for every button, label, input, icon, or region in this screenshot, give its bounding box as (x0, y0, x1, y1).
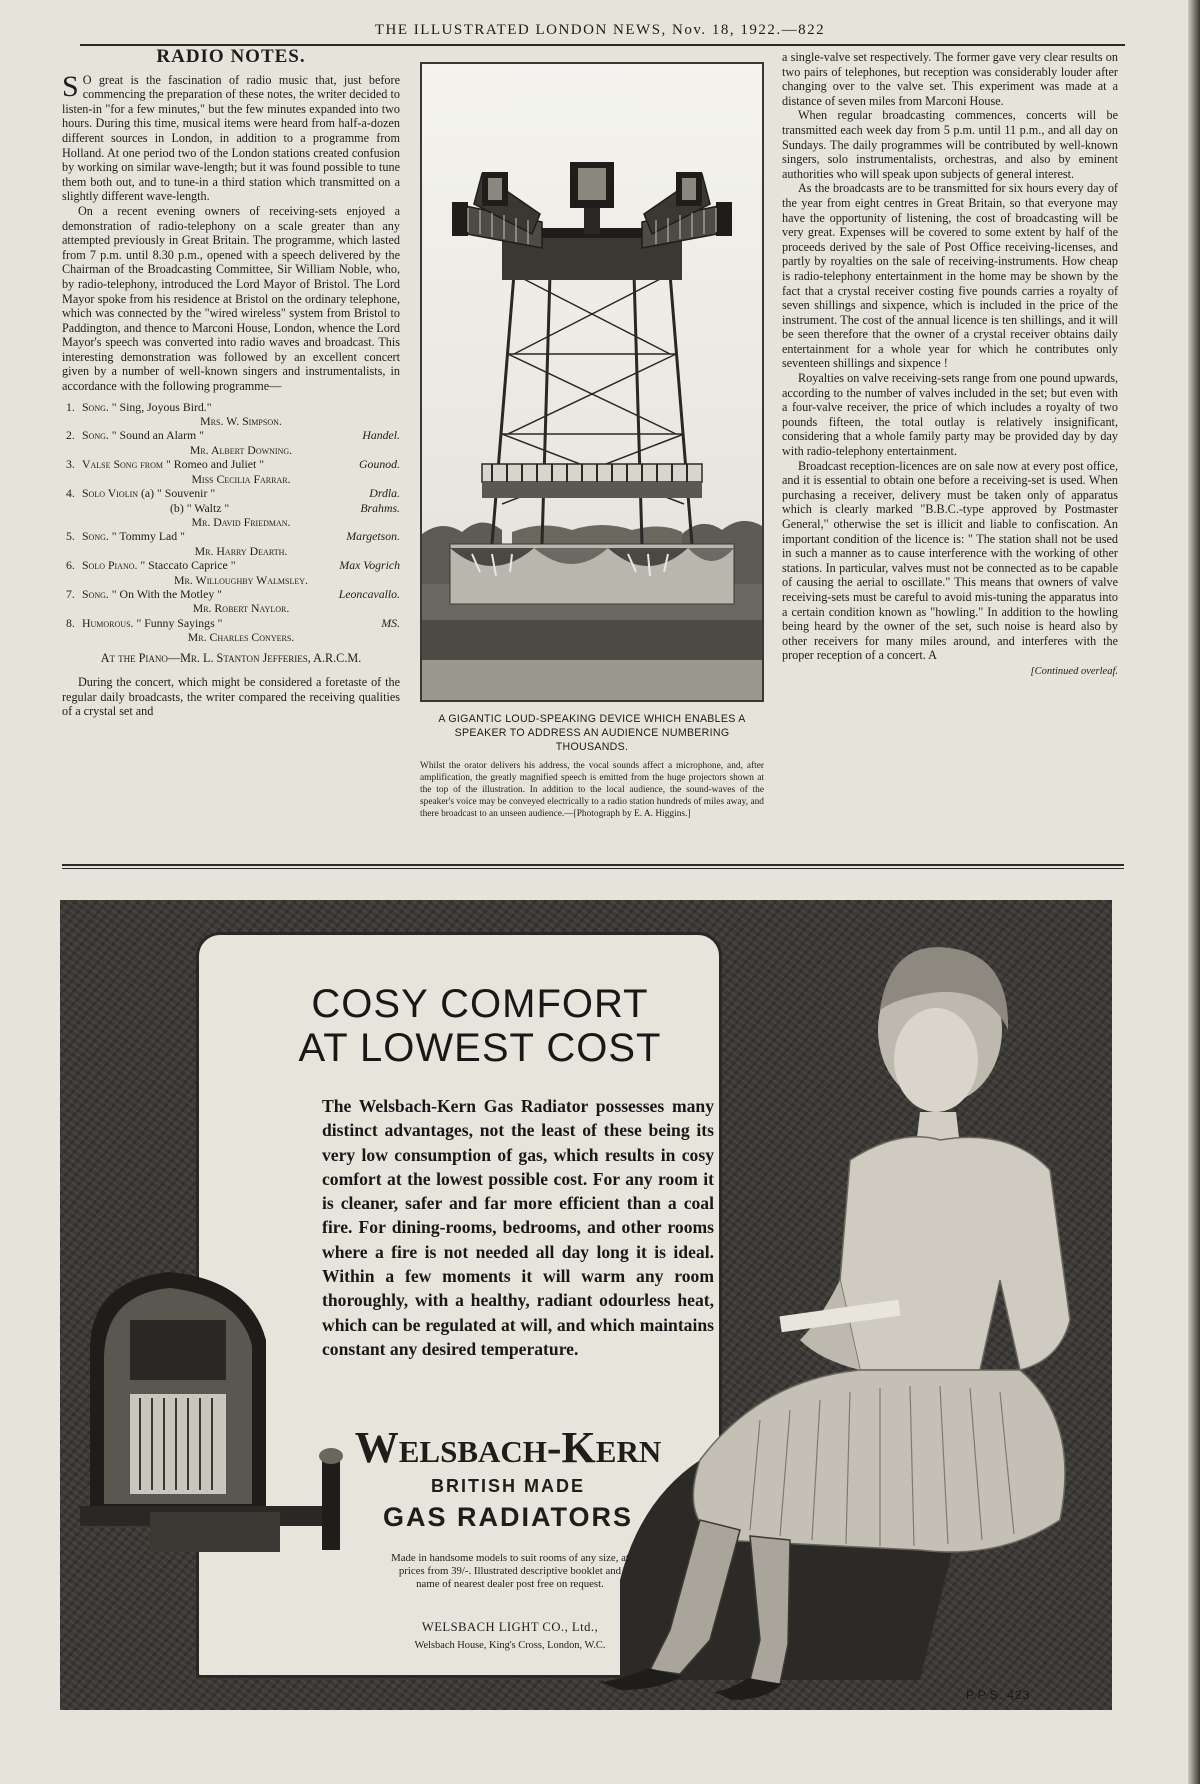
ad-reference-number: P.P.S. 423 (966, 1688, 1031, 1702)
programme-composer: MS. (381, 615, 400, 630)
loudspeaker-photograph (420, 62, 764, 702)
article-paragraph-3: During the concert, which might be considered a foretaste of the regular daily broadcasts, the writer compared the receiving qualities of a crystal set and (62, 675, 400, 719)
programme-title: " Sing, Joyous Bird." (111, 399, 212, 414)
programme-composer: Drdla. (369, 486, 400, 501)
programme-composer: Handel. (362, 428, 400, 443)
article-paragraph-1 (62, 69, 400, 204)
right-paragraph-4: Royalties on valve receiving-sets range from one pound upwards, according to the number of valves included in the set; but even with a four-valve receiver, the price of which includes a royalty of two pounds fifteen, the total outlay is relatively insignificant, considering that a whole family party may be provided day by day with radio-telephony entertainment. (782, 371, 1118, 459)
ad-brand-name: Welsbach-Kern (354, 1423, 662, 1472)
article-left-column (62, 46, 400, 719)
ad-headline-line-1: COSY COMFORT (311, 982, 649, 1026)
programme-composer-2: Brahms. (360, 500, 400, 515)
programme-performer: Mr. David Friedman. (191, 514, 291, 529)
ad-gas-radiators: GAS RADIATORS (382, 1502, 633, 1532)
ad-company-address: Welsbach House, King's Cross, London, W.C. (414, 1640, 606, 1651)
programme-number: 5. (66, 529, 75, 544)
programme-performer: Mrs. W. Simpson. (200, 414, 282, 429)
programme-composer: Gounod. (359, 457, 400, 472)
section-divider (62, 864, 1124, 866)
programme-kind: Humorous. (82, 615, 134, 630)
ad-headline (240, 982, 720, 1070)
programme-number: 3. (66, 457, 75, 472)
programme-number: 8. (66, 615, 75, 630)
programme-performer: Mr. Charles Conyers. (187, 630, 295, 645)
programme-title: (a) " Souvenir " (140, 486, 216, 501)
concert-programme (62, 400, 400, 645)
running-head: THE ILLUSTRATED LONDON NEWS, Nov. 18, 1922.—822 (374, 22, 826, 38)
programme-kind: Solo Violin (82, 486, 139, 501)
programme-item (62, 587, 400, 616)
programme-number: 1. (66, 399, 75, 414)
programme-number: 4. (66, 486, 75, 501)
programme-title: " Romeo and Juliet " (165, 457, 265, 472)
article-paragraph-2: On a recent evening owners of receiving-sets enjoyed a demonstration of radio-telephony on a scale greater than any attempted previously in Great Britain. The programme, which lasted from 7 p.m. until 8.30 p.m., opened with a speech delivered by the Chairman of the Broadcasting Committee, Sir William Noble, who, by radio-telephony, introduced the Lord Mayor of Bristol. The Lord Mayor spoke from his residence at Bristol on the ordinary telephone, which was connected by the "wired wireless" system from Bristol to Paddington, and thence to Marconi House, London, whence the Lord Mayor's speech was converted into radio waves and broadcast. This interesting demonstration was followed by an excellent concert given by a number of well-known singers and instrumentalists, in accordance with the following programme— (62, 203, 400, 394)
programme-title: " Funny Sayings " (136, 615, 223, 630)
programme-item (62, 400, 400, 429)
right-paragraph-2: When regular broadcasting commences, concerts will be transmitted each week day from 5 p.m. until 11 p.m., and all day on Sundays. The daily programmes will be contributed by well-known singers, solo instrumentalists, orchestras, and also by eminent authorities who will speak upon subjects of general interest. (782, 108, 1118, 181)
right-paragraph-5: Broadcast reception-licences are on sale now at every post office, and it is essential to obtain one before a receiving-set is used. When purchasing a receiver, delivery must be taken only of apparatus which is clearly marked "B.B.C.-type approved by Postmaster General," otherwise the set is illicit and liable to confiscation. An important condition of the licence is: " The station shall not be used in such a manner as to cause interference with the working of other stations. In particular, valves must not be connected as to be capable of causing the aerial to oscillate." This means that owners of valve receiving-sets must be careful to avoid mis-tuning the apparatus into a certain condition known as "howling." In addition to the howling being heard by the owner of the set, such noise is heard also by other receivers for many miles around, and interferes with the proper reception of a concert. A (782, 458, 1118, 663)
dropcap: S (62, 69, 79, 103)
programme-item (62, 616, 400, 645)
ad-british-made: BRITISH MADE (431, 1476, 585, 1496)
ad-body-copy: The Welsbach-Kern Gas Radiator possesses many distinct advantages, not the least of these being its very low consumption of gas, which results in cosy comfort at the lowest possible cost. For any room it is cleaner, safer and far more efficient than a coal fire. For dining-rooms, bedrooms, and other rooms where a fire is not needed all day long it is ideal. Within a few moments it will warm any room thoroughly, with a healthy, radiant odourless heat, which can be regulated at will, and which maintains constant any desired temperature. (322, 1096, 714, 1359)
programme-performer: Mr. Robert Naylor. (192, 601, 290, 616)
programme-title-2: (b) " Waltz " (170, 500, 230, 515)
photo-caption-body: Whilst the orator delivers his address, the vocal sounds affect a microphone, and, after amplification, the greatly magnified speech is emitted from the huge projectors shown at the top of the illustration. In addition to the local audience, the sound-waves of the speaker's voice may be conveyed electrically to a radio station hundreds of miles away, and there broadcast to an unseen audience.—[Photograph by E. A. Higgins.] (420, 761, 764, 819)
section-divider-thin (62, 868, 1124, 869)
programme-composer: Max Vogrich (339, 558, 400, 573)
article-title: RADIO NOTES. (156, 46, 306, 67)
programme-item (62, 428, 400, 457)
programme-item (62, 486, 400, 529)
ad-company-name: WELSBACH LIGHT CO., Ltd., (421, 1620, 599, 1634)
programme-number: 2. (66, 428, 75, 443)
programme-title: " Tommy Lad " (111, 529, 185, 544)
programme-number: 7. (66, 586, 75, 601)
programme-kind: Valse Song from (82, 457, 163, 472)
right-paragraph-1: a single-valve set respectively. The former gave very clear results on two pairs of telephones, but reception was considerably louder after changing over to the valve set. This experiment was made at a distance of seven miles from Marconi House. (782, 50, 1118, 108)
ad-headline-line-2: AT LOWEST COST (298, 1026, 662, 1070)
programme-kind: Song. (82, 428, 109, 443)
programme-performer: Mr. Willoughby Walmsley. (174, 572, 308, 587)
programme-composer: Margetson. (346, 529, 400, 544)
programme-performer: Mr. Harry Dearth. (194, 543, 288, 558)
continued-overleaf: [Continued overleaf. (1030, 665, 1118, 677)
piano-accompanist: At the Piano—Mr. L. Stanton Jefferies, A.R.C.M. (100, 650, 362, 665)
programme-title: " Sound an Alarm " (111, 428, 205, 443)
loudspeaker-tower-illustration (422, 64, 762, 700)
right-paragraph-3: As the broadcasts are to be transmitted for six hours every day of the year from eight centres in Great Britain, so that everyone may have the opportunity of listening, the cost of broadcasting will be very great. Expenses will be covered to some extent by half of the proceeds derived by the sale of Post Office receiving-licenses, and partly by royalties on the sale of receiving-instruments. How cheap is radio-telephony entertainment in the home may be shown by the fact that a crystal receiver costing five pounds carries a royalty of seven shillings and sixpence, which is included in the price of the instrument. The cost of the annual licence is ten shillings, and it will be seen therefore that the owner of a crystal receiver obtains daily entertainment for a whole year for which he contributes only seventeen shillings and sixpence ! (782, 181, 1118, 371)
programme-item (62, 529, 400, 558)
page-edge-shadow (1188, 0, 1200, 1784)
programme-item (62, 558, 400, 587)
programme-title: " On With the Motley " (111, 586, 222, 601)
programme-kind: Song. (82, 529, 109, 544)
programme-kind: Song. (82, 399, 109, 414)
ad-small-print: Made in handsome models to suit rooms of any size, at prices from 39/-. Illustrated descriptive booklet and name of nearest dealer post free on request. (391, 1552, 629, 1590)
gas-radiator-advertisement (60, 900, 1112, 1710)
programme-item (62, 457, 400, 486)
programme-performer: Mr. Albert Downing. (189, 442, 293, 457)
programme-kind: Song. (82, 586, 109, 601)
article-right-column (782, 50, 1118, 680)
programme-number: 6. (66, 558, 75, 573)
photo-caption-title: A GIGANTIC LOUD-SPEAKING DEVICE WHICH ENABLES A SPEAKER TO ADDRESS AN AUDIENCE NUMBERING THOUSANDS. (438, 713, 746, 753)
programme-composer: Leoncavallo. (338, 586, 400, 601)
programme-performer: Miss Cecilia Farrar. (191, 471, 291, 486)
programme-kind: Solo Piano. (82, 558, 138, 573)
para1-text: O great is the fascination of radio music that, just before commencing the preparation of these notes, the writer decided to listen-in "for a few minutes," but the few minutes expanded into two hours. During this time, musical items were heard from half-a-dozen different sources in London, in addition to a programme from Holland. At one period two of the London stations created confusion by working on similar wave-length; but it was found possible to tune them both out, and to tune-in a third station which transmitted on a slightly different wave-length. (62, 72, 400, 204)
programme-title: " Staccato Caprice " (140, 558, 236, 573)
